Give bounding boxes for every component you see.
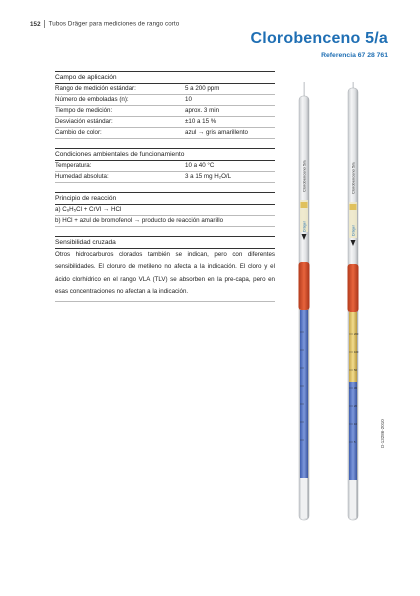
spec-label: Desviación estándar: <box>55 118 113 125</box>
scale-mark: 20 <box>354 405 357 408</box>
spec-value: 10 <box>185 96 192 103</box>
spec-value: 5 a 200 ppm <box>185 85 220 92</box>
spec-row <box>55 95 275 106</box>
sensitivity-section <box>55 236 275 302</box>
reaction-line: b) HCl + azul de bromofenol → producto de reacción amarillo <box>55 216 275 227</box>
reaction-title: Principio de reacción <box>55 192 275 205</box>
spec-row <box>55 161 275 172</box>
sensitivity-text: Otros hidrocarburos clorados también se indican, pero con diferentes sensibilidades. El cloruro de metileno no afecta a la indicación. El cloro y el ácido clorhídrico en el rango VLA (TLV) se absorben en la pre-capa, pero en esas concentraciones no afectan a la indicación. <box>55 249 275 302</box>
spec-label: Temperatura: <box>55 162 92 169</box>
spec-label: Humedad absoluta: <box>55 173 109 180</box>
environment-section <box>55 148 275 183</box>
spec-label: Tiempo de medición: <box>55 107 113 114</box>
image-code: D-13286-2010 <box>380 419 385 448</box>
tube-photo <box>282 82 394 522</box>
sensitivity-title: Sensibilidad cruzada <box>55 236 275 249</box>
product-title: Clorobenceno 5/a <box>250 30 388 47</box>
spec-label: Cambio de color: <box>55 129 102 136</box>
scale-mark: 50 <box>354 369 357 372</box>
tube-left <box>299 82 310 520</box>
spec-row <box>55 128 275 139</box>
scale-mark: 10 <box>354 423 357 426</box>
spec-label: Número de emboladas (n): <box>55 96 129 103</box>
spec-row <box>55 106 275 117</box>
scale-mark: 200 <box>354 333 359 336</box>
reaction-line: a) C₆H₅Cl + CrVI → HCl <box>55 205 275 216</box>
spec-row <box>55 117 275 128</box>
spec-value: azul → gris amarillento <box>185 129 248 136</box>
tube-right-label: Clorobenceno 5/a <box>350 162 356 194</box>
spec-row <box>55 84 275 95</box>
scale-mark: 100 <box>354 351 359 354</box>
spec-value: 3 a 15 mg H₂O/L <box>185 173 232 180</box>
running-header <box>30 20 179 28</box>
page-number: 152 <box>30 20 41 28</box>
reaction-section <box>55 192 275 227</box>
application-title: Campo de aplicación <box>55 71 275 84</box>
environment-title: Condiciones ambientales de funcionamiento <box>55 148 275 161</box>
spec-label: Rango de medición estándar: <box>55 85 136 92</box>
header-divider <box>44 20 45 28</box>
tubes-illustration <box>282 82 394 522</box>
application-section <box>55 71 275 139</box>
spec-content <box>55 71 275 311</box>
tube-right-brand: Dräger <box>351 225 356 236</box>
spec-row <box>55 172 275 183</box>
tube-left-brand: Dräger <box>302 221 307 232</box>
scale-mark: 30 <box>354 387 357 390</box>
scale-mark: 5 <box>354 441 356 444</box>
reference-number: Referencia 67 28 761 <box>321 52 388 59</box>
tube-right <box>348 82 359 520</box>
tube-left-label: Clorobenceno 5/a <box>301 160 307 192</box>
spec-value: 10 a 40 °C <box>185 162 215 169</box>
running-title: Tubos Dräger para mediciones de rango corto <box>48 20 180 28</box>
spec-value: aprox. 3 min <box>185 107 220 114</box>
spec-value: ±10 a 15 % <box>185 118 217 125</box>
